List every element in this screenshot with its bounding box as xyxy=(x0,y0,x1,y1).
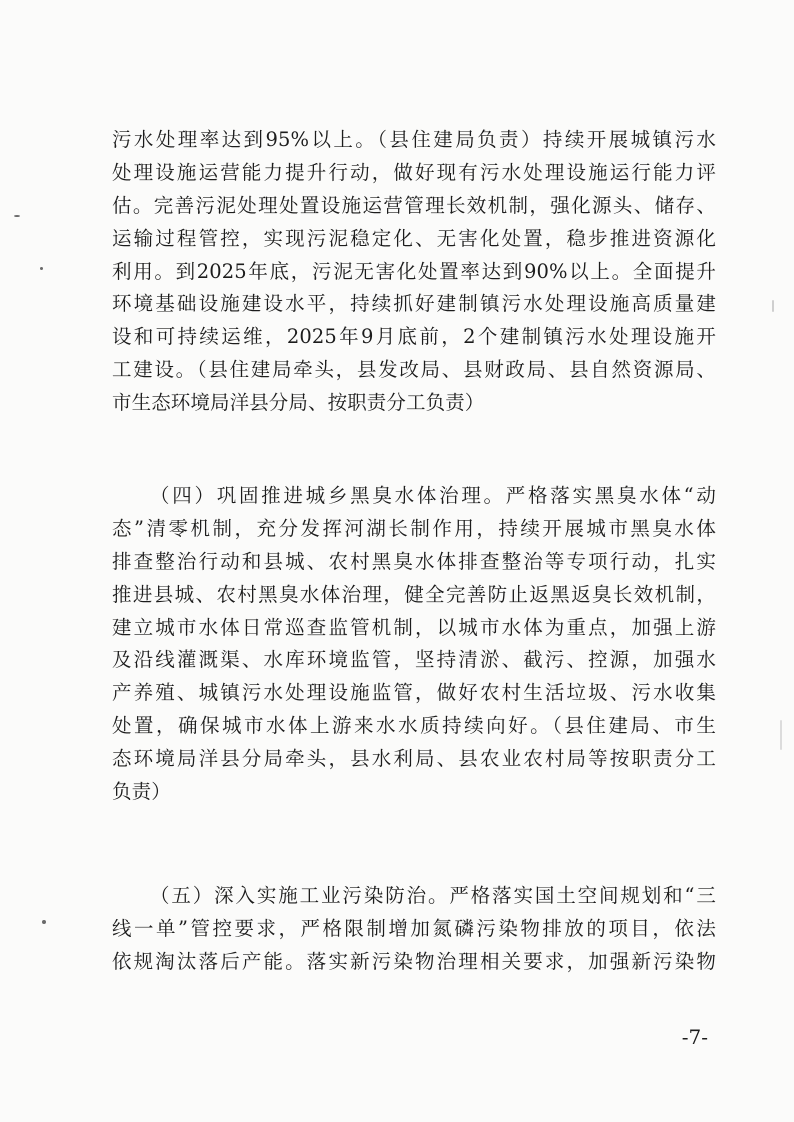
paragraph-black-odorous-water xyxy=(112,480,716,809)
paragraph-sewage-treatment xyxy=(112,124,716,420)
text-line: 污水处理率达到95%以上。（县住建局负责）持续开展城镇污水 xyxy=(112,128,716,151)
text-line: 市生态环境局洋县分局、按职责分工负责） xyxy=(112,391,485,415)
text-line: 负责） xyxy=(112,780,171,804)
scan-edge-mark xyxy=(772,300,774,312)
text-line: 环境基础设施建设水平，持续抓好建制镇污水处理设施高质量建 xyxy=(112,292,716,316)
text-line: 推进县城、农村黑臭水体治理，健全完善防止返黑返臭长效机制， xyxy=(112,582,716,606)
text-line: 及沿线灌溉渠、水库环境监管，坚持清淤、截污、控源，加强水 xyxy=(112,648,716,672)
text-line: 处置，确保城市水体上游来水水质持续向好。（县住建局、市生 xyxy=(112,714,716,738)
text-line: 态”清零机制，充分发挥河湖长制作用，持续开展城市黑臭水体 xyxy=(112,516,716,540)
scan-edge-mark xyxy=(780,720,782,750)
text-line: 态环境局洋县分局牵头，县水利局、县农业农村局等按职责分工 xyxy=(112,747,716,771)
scan-speck xyxy=(42,920,46,924)
text-line: （五）深入实施工业污染防治。严格落实国土空间规划和“三 xyxy=(150,884,716,907)
text-line: 利用。到2025年底，污泥无害化处置率达到90%以上。全面提升 xyxy=(112,259,716,283)
text-line: 工建设。（县住建局牵头，县发改局、县财政局、县自然资源局、 xyxy=(112,358,716,382)
page-number: -7- xyxy=(681,1025,708,1049)
text-line: 运输过程管控，实现污泥稳定化、无害化处置，稳步推进资源化 xyxy=(112,226,716,250)
text-line: 建立城市水体日常巡查监管机制，以城市水体为重点，加强上游 xyxy=(112,615,716,639)
scan-speck xyxy=(40,267,43,270)
text-line: 产养殖、城镇污水处理设施监管，做好农村生活垃圾、污水收集 xyxy=(112,681,716,705)
text-line: 处理设施运营能力提升行动，做好现有污水处理设施运行能力评 xyxy=(112,160,716,184)
text-line: 估。完善污泥处理处置设施运营管理长效机制，强化源头、储存、 xyxy=(112,193,716,217)
paragraph-industrial-pollution xyxy=(112,880,716,979)
text-line: 排查整治行动和县城、农村黑臭水体排查整治等专项行动，扎实 xyxy=(112,549,716,573)
scan-speck xyxy=(14,215,20,217)
text-line: 依规淘汰落后产能。落实新污染物治理相关要求，加强新污染物 xyxy=(112,949,716,973)
text-line: 设和可持续运维，2025年9月底前，2个建制镇污水处理设施开 xyxy=(112,325,716,349)
text-line: （四）巩固推进城乡黑臭水体治理。严格落实黑臭水体“动 xyxy=(150,484,716,507)
text-line: 线一单”管控要求，严格限制增加氮磷污染物排放的项目，依法 xyxy=(112,916,716,940)
